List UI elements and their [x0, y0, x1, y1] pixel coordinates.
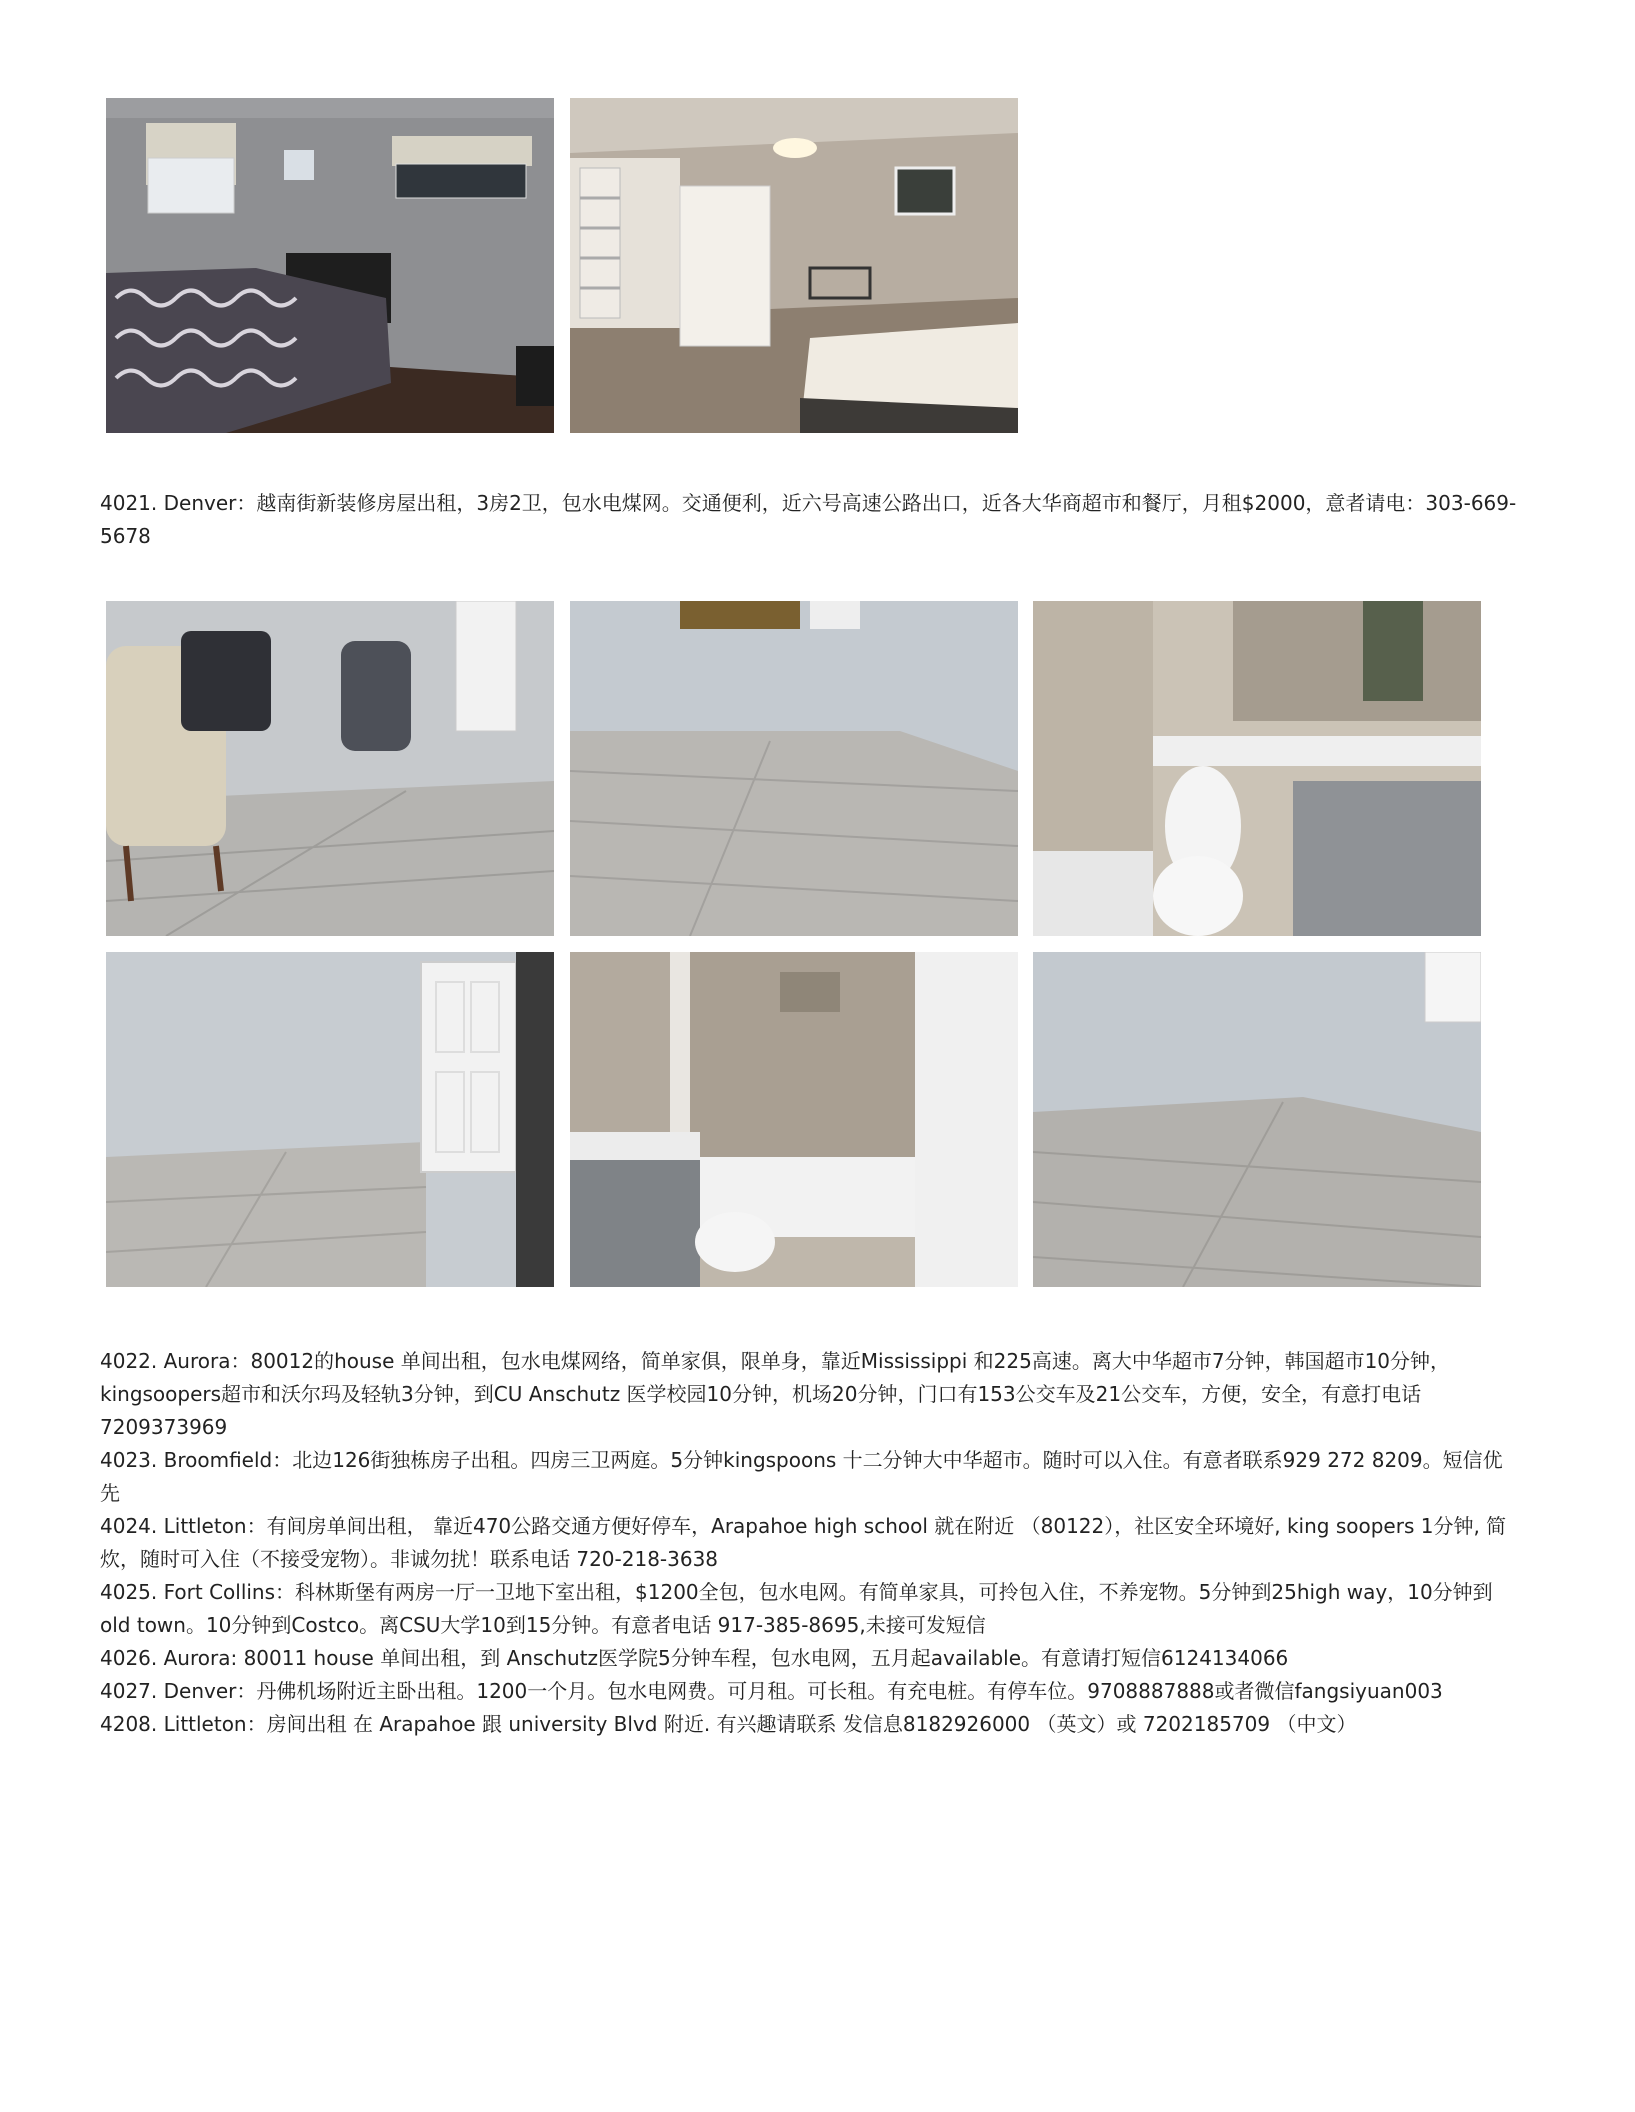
listing-4027: 4027. Denver：丹佛机场附近主卧出租。1200一个月。包水电网费。可月租。可长租。有充电桩。有停车位。9708887888或者微信fangsiyuan003	[100, 1679, 1443, 1703]
room-with-door-photo	[106, 952, 554, 1287]
listing-4021	[100, 487, 1520, 553]
listing-text: 4021. Denver：越南街新装修房屋出租，3房2卫，包水电煤网。交通便利，近六号高速公路出口，近各大华商超市和餐厅，月租$2000，意者请电：303-669-5678	[100, 491, 1517, 548]
listing-4026: 4026. Aurora: 80011 house 单间出租，到 Anschutz医学院5分钟车程，包水电网，五月起available。有意请打短信6124134066	[100, 1646, 1289, 1670]
empty-room-photo	[570, 601, 1018, 936]
listing-4022: 4022. Aurora：80012的house 单间出租，包水电煤网络，简单家俱，限单身，靠近Mississippi 和225高速。离大中华超市7分钟，韩国超市10分钟，kingsoopers超市和沃尔玛及轻轨3分钟，到CU Anschutz 医学校园10分钟，机场20分钟，门口有153公交车及21公交车，方便，安全，有意打电话7209373969	[100, 1349, 1451, 1439]
listing-4208: 4208. Littleton：房间出租 在 Arapahoe 跟 university Blvd 附近. 有兴趣请联系 发信息8182926000 （英文）或 7202185709 （中文）	[100, 1712, 1357, 1736]
listings-block	[100, 1345, 1520, 1741]
bedroom-photo	[106, 98, 554, 433]
bathroom-photo	[1033, 601, 1481, 936]
basement-bedroom-photo	[570, 98, 1018, 433]
listing-4023: 4023. Broomfield：北边126街独栋房子出租。四房三卫两庭。5分钟kingspoons 十二分钟大中华超市。随时可以入住。有意者联系929 272 8209。短信优先	[100, 1448, 1503, 1505]
listing-4025: 4025. Fort Collins：科林斯堡有两房一厅一卫地下室出租，$1200全包，包水电网。有简单家具，可拎包入住，不养宠物。5分钟到25high way，10分钟到old town。10分钟到Costco。离CSU大学10到15分钟。有意者电话 917-385-8695,未接可发短信	[100, 1580, 1493, 1637]
empty-bedroom-photo	[1033, 952, 1481, 1287]
living-room-photo	[106, 601, 554, 936]
bathroom-tub-photo	[570, 952, 1018, 1287]
listing-4024: 4024. Littleton：有间房单间出租， 靠近470公路交通方便好停车，Arapahoe high school 就在附近 （80122），社区安全环境好, king soopers 1分钟, 简炊，随时可入住（不接受宠物）。非诚勿扰！联系电话 720-218-3638	[100, 1514, 1507, 1571]
